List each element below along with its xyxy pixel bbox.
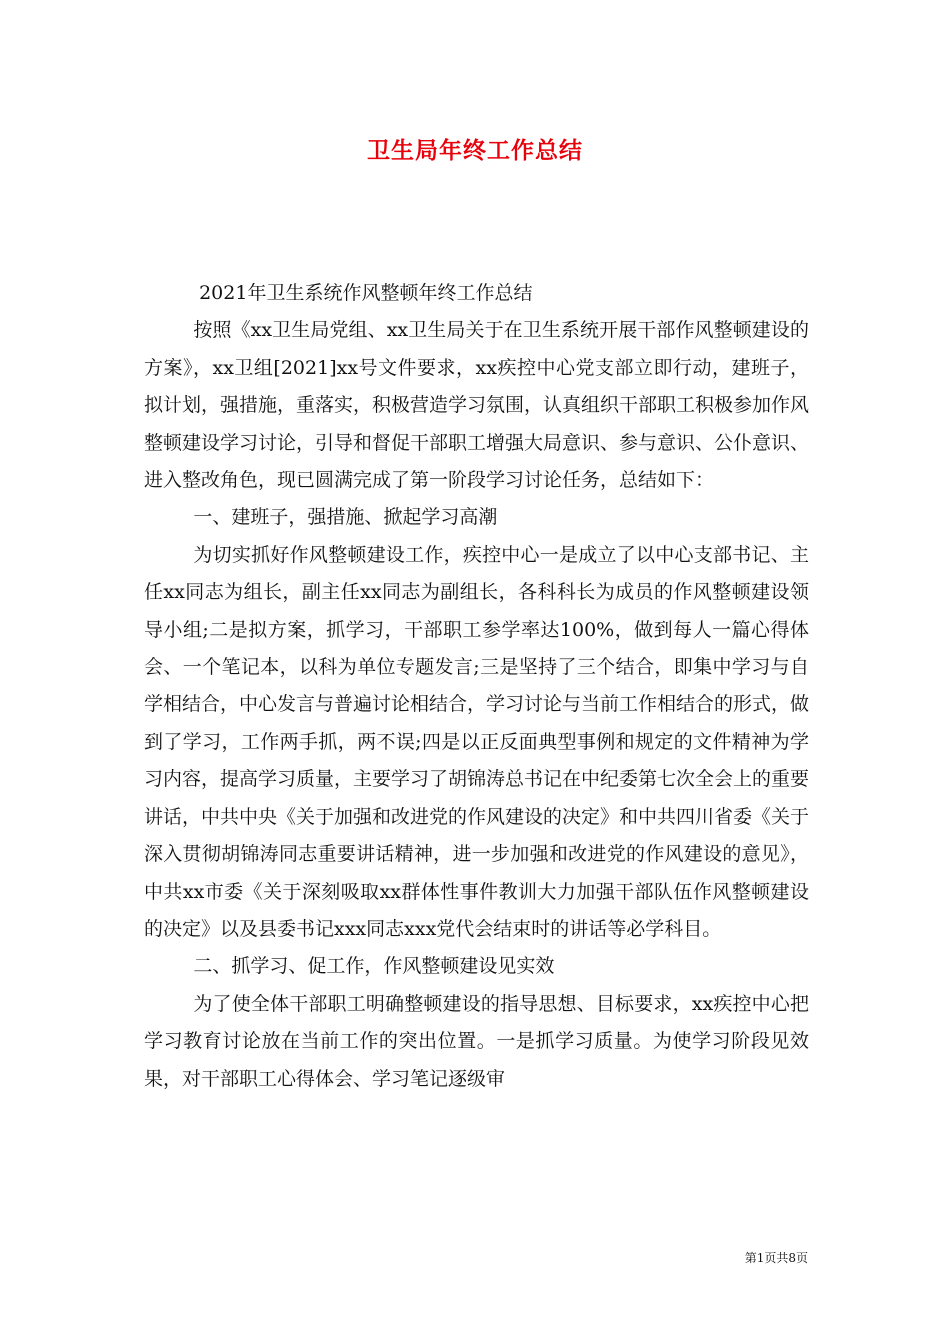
paragraph-intro: 按照《xx卫生局党组、xx卫生局关于在卫生系统开展干部作风整顿建设的方案》，xx卫组[2021]xx号文件要求，xx疾控中心党支部立即行动，建班子，拟计划，强措施，重落实，积极营造学习氛围，认真组织干部职工积极参加作风整顿建设学习讨论，引导和督促干部职工增强大局意识、参与意识、公仆意识、进入整改角色，现已圆满完成了第一阶段学习讨论任务，总结如下：	[144, 319, 810, 492]
document-body	[144, 275, 809, 1098]
paragraph-subtitle: 2021年卫生系统作风整顿年终工作总结	[199, 282, 533, 304]
paragraph-section-2: 为了使全体干部职工明确整顿建设的指导思想、目标要求，xx疾控中心把学习教育讨论放在当前工作的突出位置。一是抓学习质量。为使学习阶段见效果，对干部职工心得体会、学习笔记逐级审	[144, 992, 809, 1090]
page-number: 第1页共8页	[744, 1251, 808, 1265]
document-title: 卫生局年终工作总结	[367, 138, 583, 164]
section-heading-2: 二、抓学习、促工作，作风整顿建设见实效	[193, 955, 555, 978]
paragraph-section-1: 为切实抓好作风整顿建设工作，疾控中心一是成立了以中心支部书记、主任xx同志为组长，副主任xx同志为副组长，各科科长为成员的作风整顿建设领导小组;二是拟方案，抓学习，干部职工参学率达100%，做到每人一篇心得体会、一个笔记本，以科为单位专题发言;三是坚持了三个结合，即集中学习与自学相结合，中心发言与普遍讨论相结合，学习讨论与当前工作相结合的形式，做到了学习，工作两手抓，两不误;四是以正反面典型事例和规定的文件精神为学习内容，提高学习质量，主要学习了胡锦涛总书记在中纪委第七次全会上的重要讲话，中共中央《关于加强和改进党的作风建设的决定》和中共四川省委《关于深入贯彻胡锦涛同志重要讲话精神，进一步加强和改进党的作风建设的意见》，中共xx市委《关于深刻吸取xx群体性事件教训大力加强干部队伍作风整顿建设的决定》以及县委书记xxx同志xxx党代会结束时的讲话等必学科目。	[144, 543, 810, 940]
section-heading-1: 一、建班子，强措施、掀起学习高潮	[193, 506, 498, 529]
